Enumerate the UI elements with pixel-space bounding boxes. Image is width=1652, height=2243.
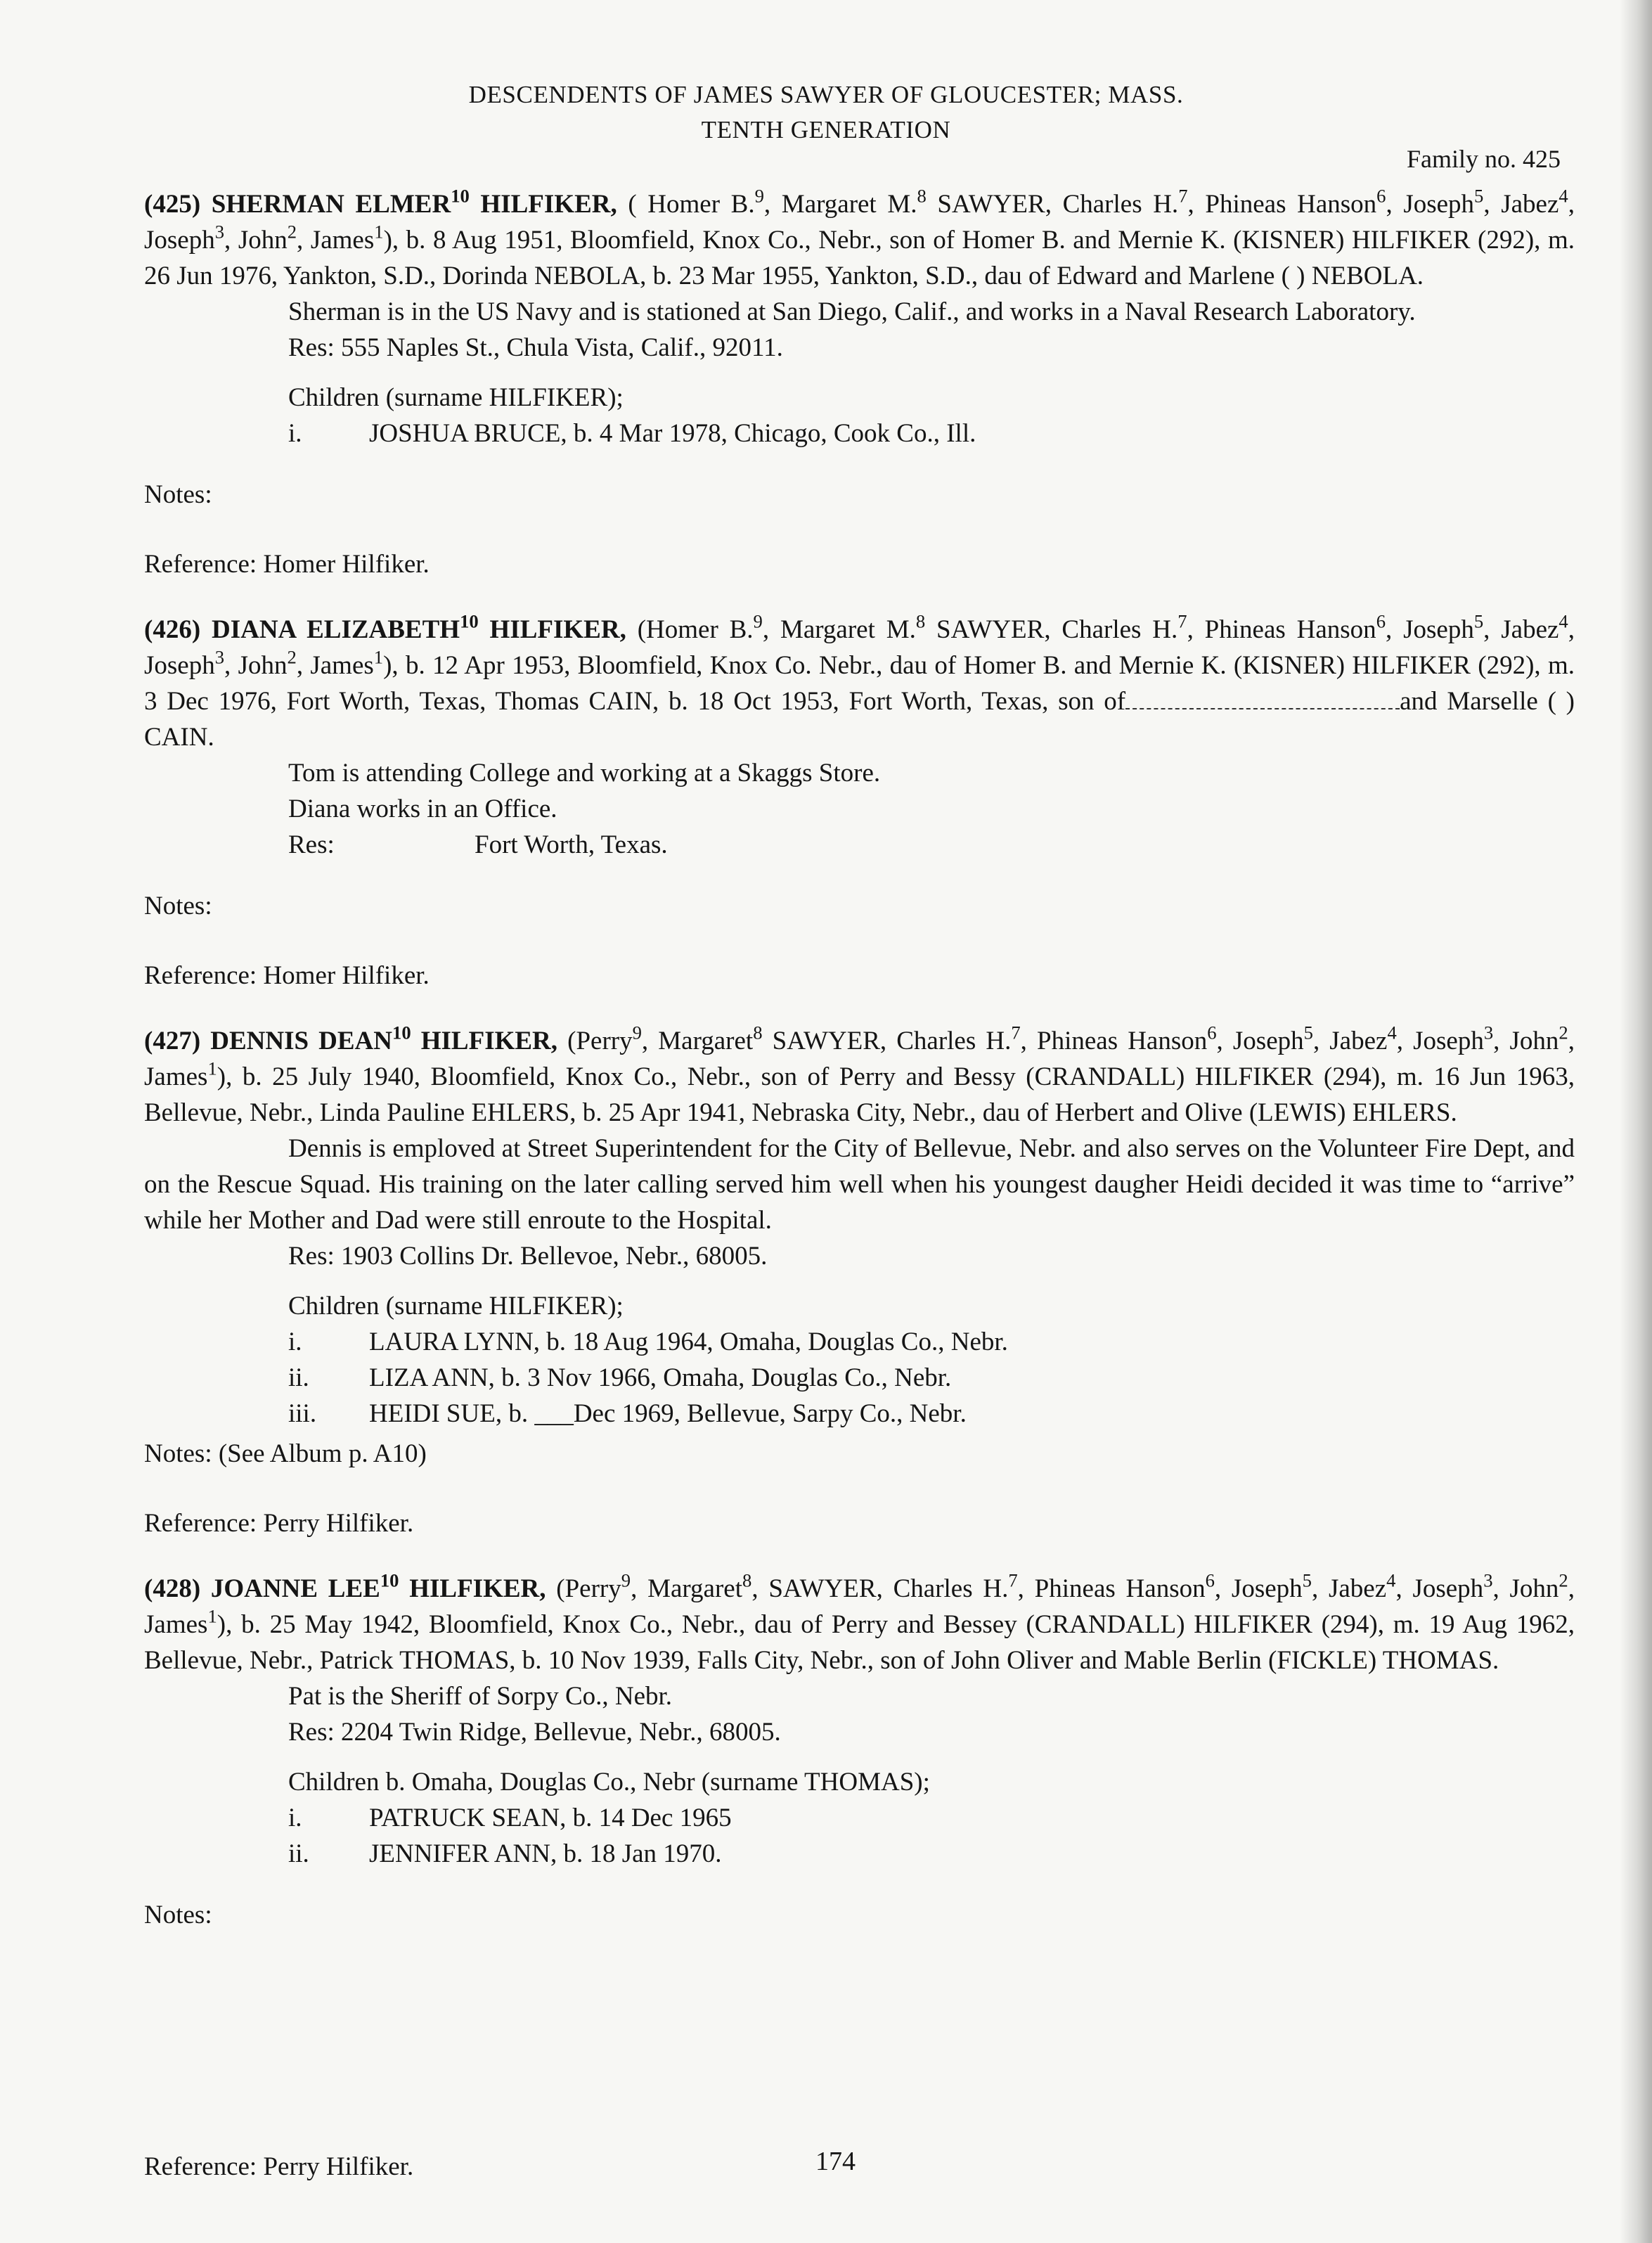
children-heading: Children (surname HILFIKER); bbox=[288, 383, 624, 412]
page-title: DESCENDENTS OF JAMES SAWYER OF GLOUCESTER; MASS. bbox=[468, 81, 1184, 108]
children-heading: Children (surname HILFIKER); bbox=[288, 1292, 624, 1320]
child-item: iii. HEIDI SUE, b. ___Dec 1969, Bellevue, Sarpy Co., Nebr. bbox=[288, 1399, 967, 1428]
entry-425 bbox=[144, 186, 1575, 582]
entry-paragraph: Dennis is emploved at Street Superintendent for the City of Bellevue, Nebr. and also serves on the Volunteer Fire Dept, and on the Rescue Squad. His training on the later calling served him well when his youngest daugher Heidi decided it was time to “arrive” while her Mother and Dad were still enroute to the Hospital. bbox=[144, 1134, 1575, 1235]
entry-notes: Notes: bbox=[144, 1901, 212, 1929]
entry-428 bbox=[144, 1571, 1575, 1933]
entry-lead: (427) DENNIS DEAN$^{10}$ HILFIKER, (Perry$^9$, Margaret$^8$ SAWYER, Charles H.$^7$, Phineas Hanson$^6$, Joseph$^5$, Jabez$^4$, Joseph$^3$, John$^2$, James$^1$), b. 25 July 1940, Bloomfield, Knox Co., Nebr., son of Perry and Bessy (CRANDALL) HILFIKER (294), m. 16 Jun 1963, Bellevue, Nebr., Linda Pauline EHLERS, b. 25 Apr 1941, Nebraska City, Nebr., dau of Herbert and Olive (LEWIS) EHLERS. bbox=[144, 1022, 1575, 1127]
page-subtitle: TENTH GENERATION bbox=[701, 116, 951, 143]
page-number: 174 bbox=[815, 2147, 856, 2176]
children-heading: Children b. Omaha, Douglas Co., Nebr (surname THOMAS); bbox=[288, 1768, 930, 1797]
person-name: (428) JOANNE LEE bbox=[144, 1574, 380, 1603]
blank-line bbox=[1125, 708, 1400, 709]
person-name: (427) DENNIS DEAN bbox=[144, 1027, 392, 1055]
entry-reference-428: Reference: Perry Hilfiker. bbox=[144, 2152, 414, 2181]
entry-427 bbox=[144, 1023, 1575, 1541]
entry-reference: Reference: Homer Hilfiker. bbox=[144, 550, 430, 579]
entry-lead: (428) JOANNE LEE$^{10}$ HILFIKER, (Perry$^9$, Margaret$^8$, SAWYER, Charles H.$^7$, Phineas Hanson$^6$, Joseph$^5$, Jabez$^4$, Joseph$^3$, John$^2$, James$^1$), b. 25 May 1942, Bloomfield, Knox Co., Nebr., dau of Perry and Bessey (CRANDALL) HILFIKER (294), m. 19 Aug 1962, Bellevue, Nebr., Patrick THOMAS, b. 10 Nov 1939, Falls City, Nebr., son of John Oliver and Mable Berlin (FICKLE) THOMAS. bbox=[144, 1569, 1575, 1675]
entry-426 bbox=[144, 612, 1575, 994]
entry-reference: Reference: Homer Hilfiker. bbox=[144, 961, 430, 990]
entry-paragraph: Sherman is in the US Navy and is stationed at San Diego, Calif., and works in a Naval Research Laboratory. bbox=[288, 297, 1416, 326]
family-number: Family no. 425 bbox=[1406, 145, 1561, 173]
entry-notes: Notes: bbox=[144, 892, 212, 920]
genealogy-content bbox=[144, 186, 1575, 1962]
person-surname: HILFIKER, bbox=[480, 190, 617, 219]
person-name: (426) DIANA ELIZABETH bbox=[144, 615, 460, 644]
entry-notes: Notes: (See Album p. A10) bbox=[144, 1439, 427, 1468]
entry-paragraph: Diana works in an Office. bbox=[288, 795, 557, 823]
person-surname: HILFIKER, bbox=[409, 1574, 546, 1603]
entry-reference: Reference: Perry Hilfiker. bbox=[144, 1509, 414, 1538]
child-item: i. PATRUCK SEAN, b. 14 Dec 1965 bbox=[288, 1804, 732, 1832]
entry-notes: Notes: bbox=[144, 480, 212, 509]
person-name: (425) SHERMAN ELMER bbox=[144, 190, 451, 219]
entry-residence: Res: 1903 Collins Dr. Bellevoe, Nebr., 68005. bbox=[288, 1242, 768, 1271]
child-item: i. LAURA LYNN, b. 18 Aug 1964, Omaha, Douglas Co., Nebr. bbox=[288, 1328, 1008, 1356]
person-surname: HILFIKER, bbox=[420, 1027, 558, 1055]
entry-residence: Res: 555 Naples St., Chula Vista, Calif., 92011. bbox=[288, 333, 783, 362]
child-item: i. JOSHUA BRUCE, b. 4 Mar 1978, Chicago, Cook Co., Ill. bbox=[288, 419, 976, 448]
entry-paragraph: Tom is attending College and working at a Skaggs Store. bbox=[288, 759, 881, 788]
child-item: ii. JENNIFER ANN, b. 18 Jan 1970. bbox=[288, 1839, 722, 1868]
entry-residence: Res: 2204 Twin Ridge, Bellevue, Nebr., 68005. bbox=[288, 1718, 781, 1747]
entry-residence: Res: Fort Worth, Texas. bbox=[288, 830, 668, 859]
person-surname: HILFIKER, bbox=[489, 615, 626, 644]
page-edge-shadow bbox=[1620, 0, 1652, 2243]
entry-lead: (425) SHERMAN ELMER$^{10}$ HILFIKER, ( Homer B.$^9$, Margaret M.$^8$ SAWYER, Charles H.$^7$, Phineas Hanson$^6$, Joseph$^5$, Jabez$^4$, Joseph$^3$, John$^2$, James$^1$), b. 8 Aug 1951, Bloomfield, Knox Co., Nebr., son of Homer B. and Mernie K. (KISNER) HILFIKER (292), m. 26 Jun 1976, Yankton, S.D., Dorinda NEBOLA, b. 23 Mar 1955, Yankton, S.D., dau of Edward and Marlene ( ) NEBOLA. bbox=[144, 185, 1575, 290]
entry-paragraph: Pat is the Sheriff of Sorpy Co., Nebr. bbox=[288, 1682, 673, 1711]
entry-lead: (426) DIANA ELIZABETH$^{10}$ HILFIKER, (Homer B.$^9$, Margaret M.$^8$ SAWYER, Charles H.$^7$, Phineas Hanson$^6$, Joseph$^5$, Jabez$^4$, Joseph$^3$, John$^2$, James$^1$), b. 12 Apr 1953, Bloomfield, Knox Co. Nebr., dau of Homer B. and Mernie K. (KISNER) HILFIKER (292), m. 3 Dec 1976, Fort Worth, Texas, Thomas CAIN, b. 18 Oct 1953, Fort Worth, Texas, son of and Marselle ( ) CAIN. bbox=[144, 610, 1575, 752]
child-item: ii. LIZA ANN, b. 3 Nov 1966, Omaha, Douglas Co., Nebr. bbox=[288, 1363, 952, 1392]
page-header bbox=[0, 77, 1652, 148]
